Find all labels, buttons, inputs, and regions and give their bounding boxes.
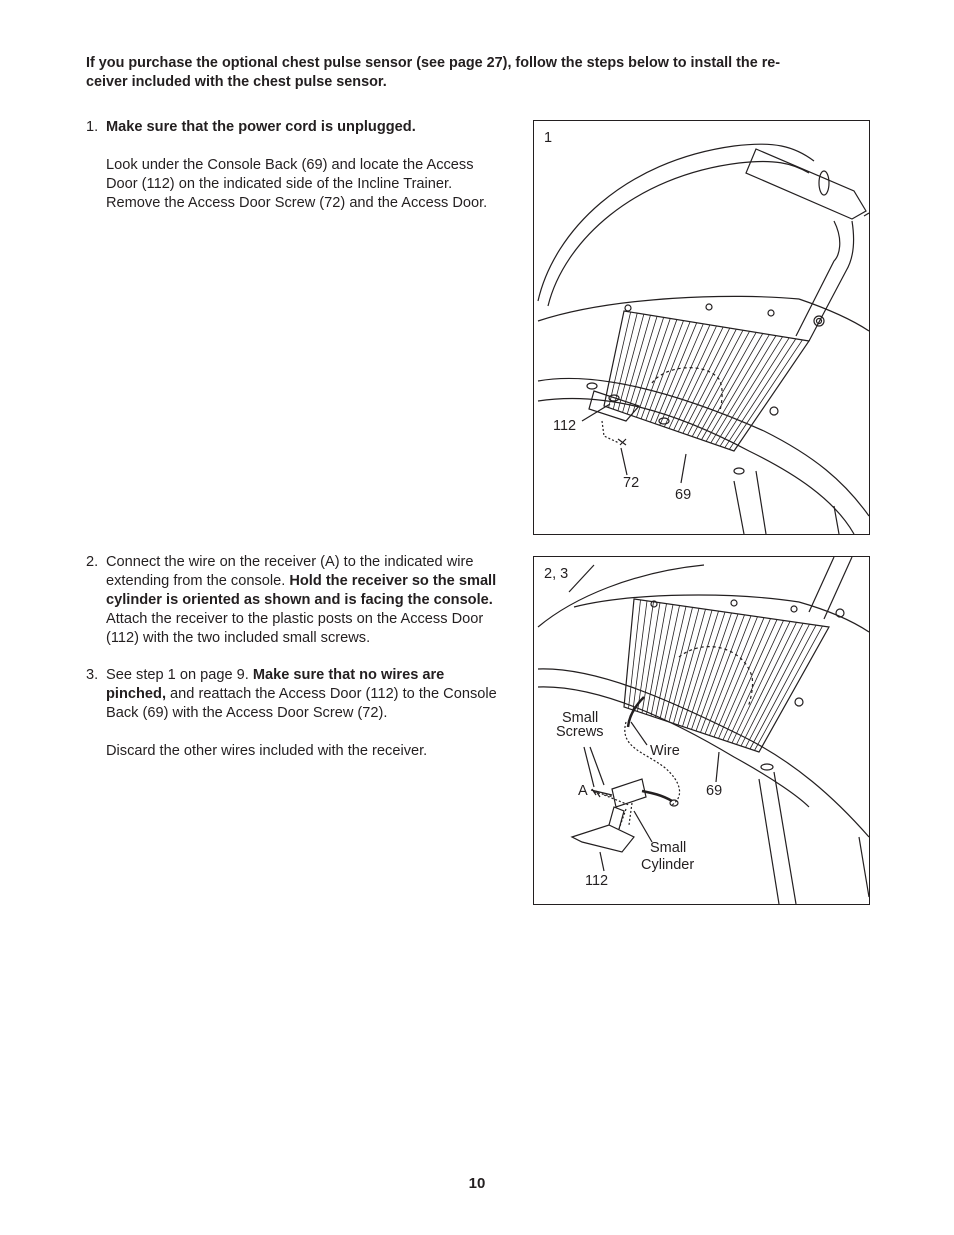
figure-1-title: 1: [544, 130, 553, 146]
console-wire: [628, 697, 644, 727]
leader-cylinder: [634, 811, 652, 842]
figure-1-label-72: 72: [623, 475, 640, 491]
access-door: [572, 825, 634, 852]
intro-paragraph: [86, 54, 846, 92]
panel-rib: [746, 624, 810, 747]
page-number: 10: [468, 1175, 486, 1192]
figure-1: [533, 120, 870, 535]
figure-2-title: 2, 3: [544, 566, 569, 582]
figure-1-label-112: 112: [553, 418, 577, 434]
step-2-number: 2.: [86, 554, 99, 570]
panel-rib: [660, 606, 686, 719]
upright-right: [809, 221, 854, 341]
panel-rib: [692, 613, 732, 730]
figure-2: [533, 556, 870, 905]
receiver-wire: [642, 791, 672, 801]
figure-2-label-69: 69: [706, 783, 723, 799]
panel-rib: [629, 600, 641, 709]
figure-2-label-small-cylinder-2: Cylinder: [641, 857, 695, 873]
figure-1-label-69: 69: [675, 487, 692, 503]
figure-2-label-small-cylinder-1: Small: [650, 840, 687, 856]
intro-line-1: If you purchase the optional chest pulse sensor (see page 27), follow the steps below to install the re-: [86, 55, 781, 71]
step-3-text-a: See step 1 on page 9.: [106, 667, 253, 683]
step-3-number: 3.: [86, 667, 99, 683]
handle-grip: [746, 149, 866, 219]
panel-rib: [701, 615, 745, 733]
figure-2-label-a: A: [578, 783, 588, 799]
panel-rib: [702, 334, 763, 440]
panel-rib: [725, 339, 796, 448]
panel-rib: [723, 620, 777, 740]
panel-rib: [609, 312, 631, 408]
figure-1-ribs: [609, 312, 803, 449]
grip-ring: [819, 171, 829, 195]
figure-2-label-small-screws-2: Screws: [556, 724, 604, 740]
screw-path: [602, 421, 619, 443]
panel-rib: [755, 626, 823, 750]
panel-rib: [711, 336, 776, 443]
step-1-number: 1.: [86, 119, 99, 135]
panel-rib: [696, 614, 738, 731]
step-2-text-b: Attach the receiver to the plastic posts on the Access Door (112) with the two included small screws.: [106, 611, 484, 646]
step-3: [86, 666, 506, 761]
panel-rib: [669, 326, 717, 429]
panel-rib: [647, 604, 667, 715]
step-2-bold: Hold the receiver so the small cylinder is oriented as shown and is facing the console.: [106, 573, 497, 608]
step-2-text-a: Connect the wire on the receiver (A) to the indicated wire extending from the console.: [106, 554, 474, 589]
frame-leg-left: [734, 481, 744, 534]
handrail-outer: [538, 144, 814, 301]
leader-69: [681, 454, 686, 483]
panel-rib: [660, 324, 704, 425]
intro-line-2: ceiver included with the chest pulse sensor.: [86, 74, 387, 90]
access-door-screw: [618, 439, 626, 445]
figure-2-label-wire: Wire: [650, 743, 680, 759]
leader-72: [621, 448, 627, 475]
leader-112: [600, 852, 604, 871]
leader-69: [716, 752, 719, 782]
figure-2-illustration: [534, 557, 869, 904]
step-1-text: Look under the Console Back (69) and locate the Access Door (112) on the indicated side of the Incline Trainer. Remove the Access Door Screw (72) and the Access Door.: [106, 157, 488, 211]
small-cylinder: [670, 800, 678, 806]
figure-2-label-small-screws-1: Small: [562, 710, 599, 726]
panel-rib: [706, 335, 769, 442]
step-3-text-c: Discard the other wires included with the receiver.: [106, 743, 428, 759]
console-top-edge: [538, 296, 799, 321]
step-3-text-b: and reattach the Access Door (112) to the Console Back (69) with the Access Door Screw (72).: [106, 686, 497, 721]
step-2: [86, 553, 506, 648]
panel-rib: [664, 325, 710, 427]
figure-1-illustration: [534, 121, 869, 534]
step-1-bold: Make sure that the power cord is unplugged.: [106, 119, 416, 135]
panel-rib: [613, 313, 637, 409]
step-1: [86, 118, 506, 213]
figure-2-label-112: 112: [585, 873, 609, 889]
panel-rib: [737, 622, 797, 744]
panel-rib: [710, 617, 758, 736]
receiver: [612, 779, 646, 807]
leader-wire: [631, 722, 647, 745]
console-back-panel: [624, 599, 829, 752]
panel-rib: [655, 323, 697, 424]
console-top-edge: [574, 595, 799, 607]
step-3-bold: Make sure that no wires are pinched,: [106, 667, 445, 702]
frame-leg-left: [759, 779, 779, 904]
leader-112: [582, 404, 610, 421]
panel-rib: [678, 328, 729, 432]
panel-rib: [618, 314, 644, 411]
panel-rib: [627, 316, 657, 414]
